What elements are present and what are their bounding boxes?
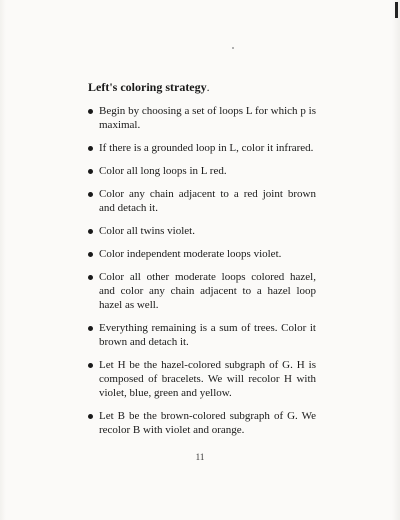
content-block xyxy=(88,80,316,446)
heading-title: Left's coloring strategy xyxy=(88,80,207,94)
list-item: Color all other moderate loops colored hazel, and color any chain adjacent to a hazel loop hazel as well. xyxy=(88,270,316,312)
list-item: Color any chain adjacent to a red joint brown and detach it. xyxy=(88,187,316,215)
scan-edge-mark xyxy=(395,2,398,18)
list-item: If there is a grounded loop in L, color it infrared. xyxy=(88,141,316,155)
heading-period: . xyxy=(206,80,210,94)
list-item: Color all twins violet. xyxy=(88,224,316,238)
list-item: Begin by choosing a set of loops L for which p is maximal. xyxy=(88,104,316,132)
list-item: Color all long loops in L red. xyxy=(88,164,316,178)
page-number: 11 xyxy=(195,452,205,462)
list-item: Color independent moderate loops violet. xyxy=(88,247,316,261)
list-item: Let H be the hazel-colored subgraph of G. H is composed of bracelets. We will recolor H with violet, blue, green and yellow. xyxy=(88,358,316,400)
list-item: Let B be the brown-colored subgraph of G. We recolor B with violet and orange. xyxy=(88,409,316,437)
section-heading xyxy=(88,80,316,94)
speck-mark xyxy=(232,47,234,49)
strategy-list xyxy=(88,104,316,437)
list-item: Everything remaining is a sum of trees. Color it brown and detach it. xyxy=(88,321,316,349)
